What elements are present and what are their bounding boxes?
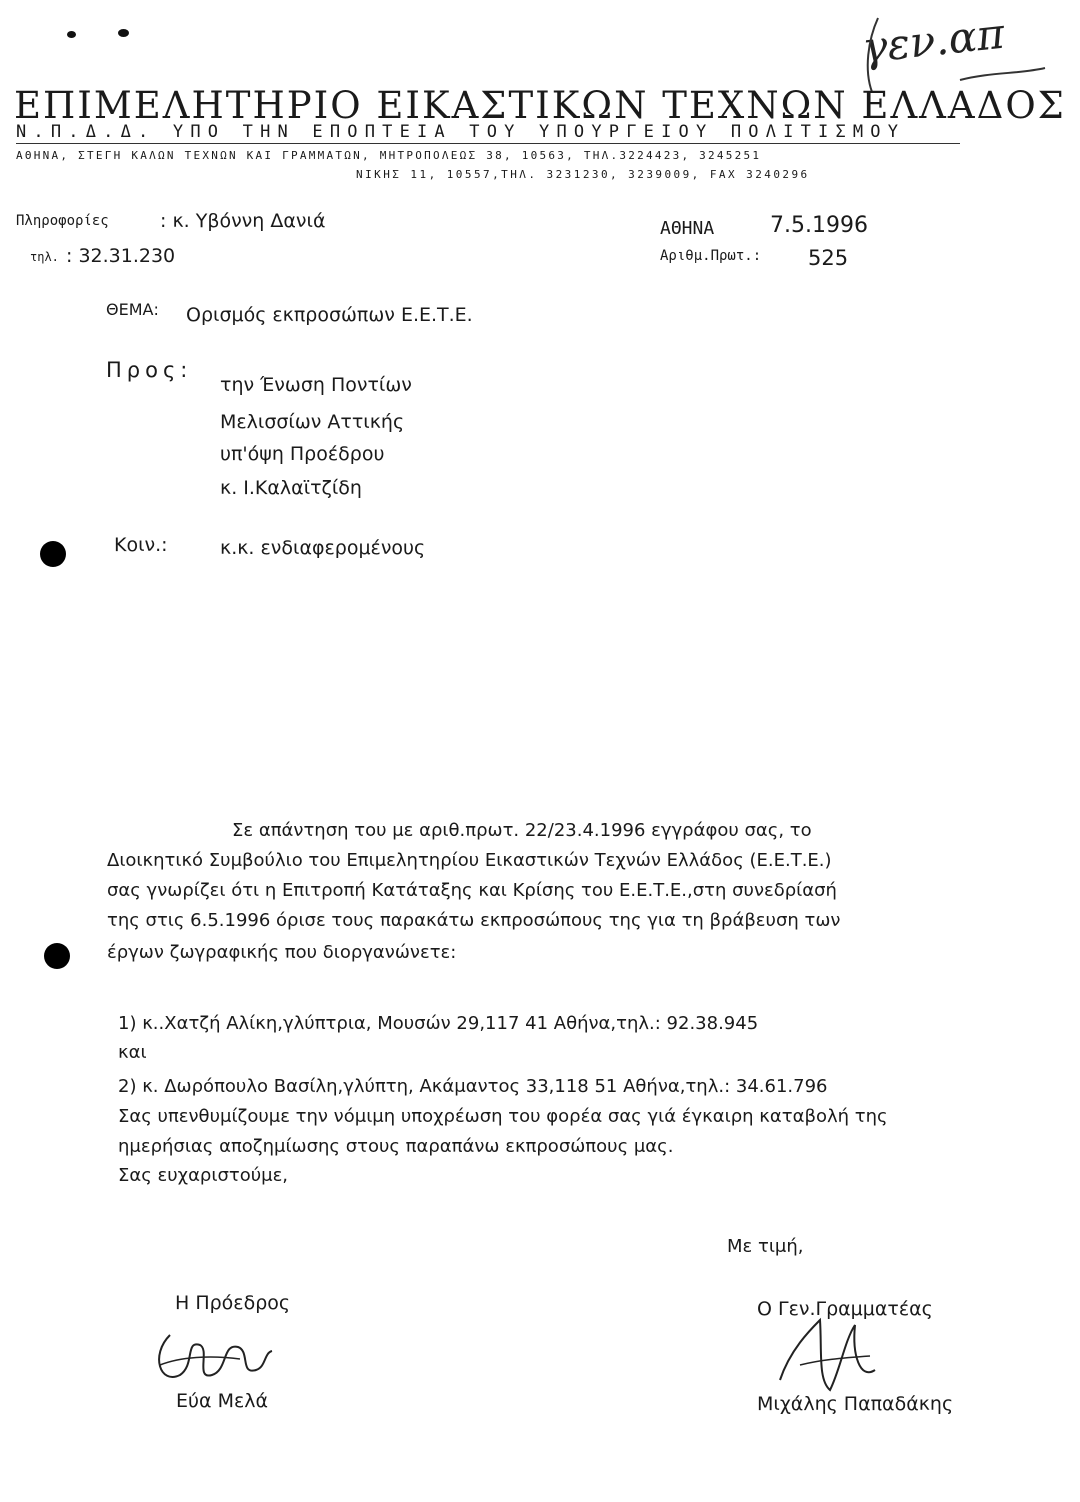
secretary-name: Μιχάλης Παπαδάκης: [757, 1393, 954, 1415]
subject-label: ΘΕΜΑ:: [106, 300, 159, 319]
org-address-line1: ΑΘΗΝΑ, ΣΤΕΓΗ ΚΑΛΩΝ ΤΕΧΝΩΝ ΚΑΙ ΓΡΑΜΜΑΤΩΝ, ΜΗΤΡΟΠΟΛΕΩΣ 38, 10563, ΤΗΛ.3224423, 3245251: [16, 149, 762, 162]
president-title: Η Πρόεδρος: [175, 1292, 291, 1314]
representative-item: 1) κ..Χατζή Αλίκη,γλύπτρια, Μουσών 29,117 41 Αθήνα,τηλ.: 92.38.945: [118, 1013, 759, 1034]
protocol-number: 525: [808, 246, 849, 270]
phone-label: τηλ.: [30, 250, 59, 264]
body-line: σας γνωρίζει ότι η Επιτροπή Κατάταξης και Κρίσης του Ε.Ε.Τ.Ε.,στη συνεδρίασή: [107, 880, 837, 901]
body-line: Σε απάντηση του με αριθ.πρωτ. 22/23.4.1996 εγγράφου σας, το: [232, 820, 812, 841]
conjunction: και: [118, 1042, 147, 1063]
body-line: έργων ζωγραφικής που διοργανώνετε:: [107, 942, 457, 963]
ink-speck: [67, 31, 76, 38]
contact-value: : κ. Υβόννη Δανιά: [160, 210, 326, 232]
recipient-label: Προς:: [106, 358, 193, 382]
org-name: ΕΠΙΜΕΛΗΤΗΡΙΟ ΕΙΚΑΣΤΙΚΩΝ ΤΕΧΝΩΝ ΕΛΛΑΔΟΣ: [14, 84, 1066, 127]
closing-regards: Με τιμή,: [727, 1236, 804, 1257]
org-address-line2: ΝΙΚΗΣ 11, 10557,ΤΗΛ. 3231230, 3239009, FAX 3240296: [356, 168, 810, 181]
ink-speck: [118, 29, 129, 37]
recipient-line: την Ένωση Ποντίων: [220, 374, 412, 396]
letter-date: 7.5.1996: [770, 213, 868, 238]
thanks-line: Σας ευχαριστούμε,: [118, 1165, 289, 1186]
secretary-signature: [760, 1310, 900, 1405]
punch-hole: [44, 943, 70, 969]
cc-text: κ.κ. ενδιαφερομένους: [220, 537, 426, 559]
subject-text: Ορισμός εκπροσώπων Ε.Ε.Τ.Ε.: [186, 304, 473, 326]
recipient-line: Μελισσίων Αττικής: [220, 411, 405, 433]
handwritten-note: γεν.απ: [859, 8, 1007, 73]
org-status: Ν.Π.Δ.Δ. ΥΠΟ ΤΗΝ ΕΠΟΠΤΕΙΑ ΤΟΥ ΥΠΟΥΡΓΕΙΟΥ ΠΟΛΙΤΙΣΜΟΥ: [16, 122, 906, 142]
president-signature: [140, 1315, 290, 1395]
secretary-title: Ο Γεν.Γραμματέας: [757, 1298, 933, 1320]
recipient-line: κ. Ι.Καλαϊτζίδη: [220, 477, 362, 499]
president-name: Εύα Μελά: [176, 1390, 268, 1412]
cc-label: Κοιν.:: [114, 534, 168, 556]
reminder-line: Σας υπενθυμίζουμε την νόμιμη υποχρέωση του φορέα σας γιά έγκαιρη καταβολή της: [118, 1106, 888, 1127]
header-rule: [16, 143, 960, 144]
punch-hole: [40, 541, 66, 567]
contact-label: Πληροφορίες: [16, 213, 109, 229]
representative-item: 2) κ. Δωρόπουλο Βασίλη,γλύπτη, Ακάμαντος 33,118 51 Αθήνα,τηλ.: 34.61.796: [118, 1076, 828, 1097]
body-line: της στις 6.5.1996 όρισε τους παρακάτω εκπροσώπους της για τη βράβευση των: [107, 910, 841, 931]
city-label: ΑΘΗΝΑ: [660, 218, 715, 239]
phone-value: : 32.31.230: [66, 245, 176, 267]
protocol-label: Αριθμ.Πρωτ.:: [660, 248, 762, 264]
recipient-line: υπ'όψη Προέδρου: [220, 443, 385, 465]
reminder-line: ημερήσιας αποζημίωσης στους παραπάνω εκπροσώπους μας.: [118, 1136, 674, 1157]
body-line: Διοικητικό Συμβούλιο του Επιμελητηρίου Εικαστικών Τεχνών Ελλάδος (Ε.Ε.Τ.Ε.): [107, 850, 832, 871]
